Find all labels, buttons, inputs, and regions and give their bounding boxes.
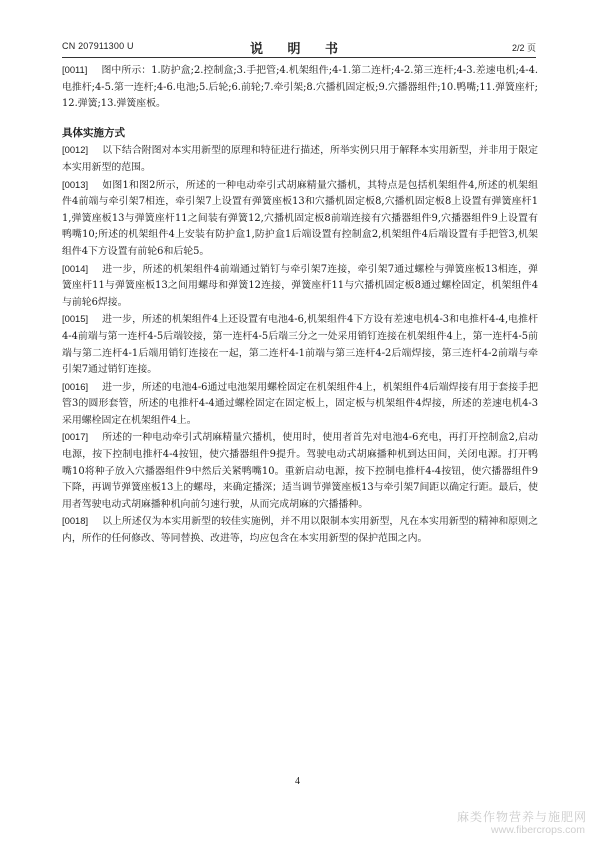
paragraph-text: 图中所示：1.防护盒;2.控制盒;3.手把管;4.机架组件;4-1.第二连杆;4-2.第三连杆;4-3.差速电机;4-4.电推杆;4-5.第一连杆;4-6.电池;5.后轮;6.前轮;7.牵引架;8.穴播机固定板;9.穴播器组件;10.鸭嘴;11.弹簧座杆;12.弹簧;13.弹簧座板。: [62, 65, 538, 110]
paragraph-0012: [62, 142, 538, 176]
section-heading: 具体实施方式: [62, 126, 125, 139]
page-number: 4: [295, 776, 300, 787]
paragraph-text: 以下结合附图对本实用新型的原理和特征进行描述，所举实例只用于解释本实用新型，并非用于限定本实用新型的范围。: [62, 145, 538, 173]
watermark-url: www.fibercrops.com: [491, 824, 585, 836]
paragraph-tag: [0014]: [62, 262, 89, 274]
paragraph-0014: [62, 261, 538, 312]
header-divider: [62, 57, 536, 58]
paragraph-text: 如图1和图2所示，所述的一种电动牵引式胡麻精量穴播机，其特点是包括机架组件4,所述的机架组件4前端与牵引架7相连，牵引架7上设置有弹簧座板13和穴播机固定板8,穴播机固定板8上设置有弹簧座杆11,弹簧座板13与弹簧座杆11之间装有弹簧12,穴播机固定板8前端连接有穴播器组件9,穴播器组件9上设置有鸭嘴10;所述的机架组件4上安装有防护盒1,防护盒1后端设置有控制盒2,机架组件4后端设置有手把管3,机架组件4下方设置有前轮6和后轮5。: [62, 179, 538, 257]
paragraph-tag: [0012]: [62, 144, 89, 156]
watermark-site-name: 麻类作物营养与施肥网: [456, 810, 587, 824]
page-of-indicator: 2/2 页: [511, 43, 536, 53]
paragraph-0017: [62, 429, 538, 513]
paragraph-tag: [0016]: [62, 380, 89, 392]
document-body: [62, 62, 538, 548]
page-title: 说 明 书: [249, 42, 349, 57]
patent-number: CN 207911300 U: [62, 41, 134, 51]
paragraph-text: 以上所述仅为本实用新型的较佳实施例，并不用以限制本实用新型，凡在本实用新型的精神和原则之内，所作的任何修改、等同替换、改进等，均应包含在本实用新型的保护范围之内。: [62, 516, 538, 545]
paragraph-0016: [62, 379, 538, 430]
paragraph-tag: [0018]: [62, 515, 89, 527]
paragraph-0013: [62, 177, 538, 261]
paragraph-tag: [0017]: [62, 431, 89, 443]
paragraph-tag: [0011]: [62, 64, 88, 75]
paragraph-0015: [62, 311, 538, 378]
page-header: [62, 38, 536, 56]
paragraph-text: 所述的一种电动牵引式胡麻精量穴播机，使用时，使用者首先对电池4-6充电，再打开控制盒2,启动电源，按下控制电推杆4-4按钮，使穴播器组件9提升。驾驶电动式胡麻播种机到达田间，关闭电源。打开鸭嘴10将种子放入穴播器组件9中然后关紧鸭嘴10。重新启动电源，按下控制电推杆4-4按钮，使穴播器组件9下降，再调节弹簧座板13上的螺母，来确定播深；适当调节弹簧座板13与牵引架7间距以确定行距。最后，使用者驾驶电动式胡麻播种机向前匀速行驶，从而完成胡麻的穴播播种。: [62, 432, 538, 510]
paragraph-text: 进一步，所述的机架组件4前端通过销钉与牵引架7连接，牵引架7通过螺栓与弹簧座板13相连，弹簧座杆11与弹簧座板13之间用螺母和弹簧12连接，弹簧座杆11与穴播机固定板8通过螺栓固定，机架组件4与前轮6焊接。: [62, 263, 538, 308]
paragraph-text: 进一步，所述的机架组件4上还设置有电池4-6,机架组件4下方设有差速电机4-3和电推杆4-4,电推杆4-4前端与第一连杆4-5后端铰接，第一连杆4-5后端三分之一处采用销钉连接在机架组件4上，第一连杆4-5前端与第二连杆4-1后端用销钉连接在一起，第二连杆4-1前端与第三连杆4-2后端焊接，第三连杆4-2前端与牵引架7通过销钉连接。: [62, 314, 538, 376]
paragraph-tag: [0013]: [62, 178, 89, 190]
paragraph-0011: [62, 62, 538, 113]
paragraph-text: 进一步，所述的电池4-6通过电池架用螺栓固定在机架组件4上，机架组件4后端焊接有用于套接手把管3的圆形套管，所述的电推杆4-4通过螺栓固定在固定板上，固定板与机架组件4焊接，所述的差速电机4-3采用螺栓固定在机架组件4上。: [62, 381, 538, 426]
paragraph-0018: [62, 513, 538, 547]
paragraph-tag: [0015]: [62, 313, 89, 325]
